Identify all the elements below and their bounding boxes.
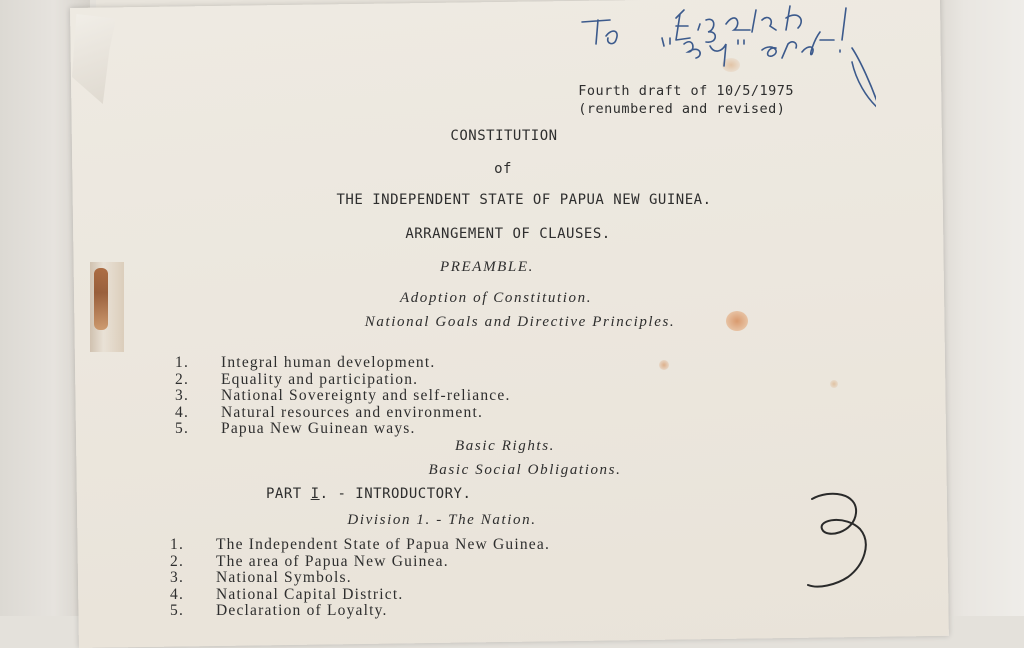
list-item-number: 1. bbox=[175, 354, 190, 371]
basic-rights-heading: Basic Rights. bbox=[455, 438, 555, 454]
list-item-text: National Capital District. bbox=[216, 585, 404, 603]
list-item bbox=[175, 372, 635, 389]
list-item-number: 4. bbox=[175, 403, 190, 421]
list-item-number: 2. bbox=[170, 552, 185, 570]
draft-note-line1: Fourth draft of 10/5/1975 bbox=[578, 83, 794, 99]
list-item-text: Integral human development. bbox=[221, 354, 436, 371]
list-item-text: National Symbols. bbox=[216, 569, 352, 586]
list-item-number: 1. bbox=[170, 536, 185, 553]
list-item bbox=[170, 603, 650, 620]
list-item-number: 5. bbox=[175, 420, 190, 437]
title-of: of bbox=[494, 161, 512, 177]
list-item-text: National Sovereignty and self-reliance. bbox=[221, 387, 511, 404]
list-item bbox=[170, 554, 650, 571]
list-item-text: Natural resources and environment. bbox=[221, 403, 484, 421]
rust-stain bbox=[94, 268, 108, 330]
list-item bbox=[175, 355, 635, 372]
basic-obligations-heading: Basic Social Obligations. bbox=[428, 462, 622, 478]
list-item bbox=[170, 537, 650, 554]
goals-heading: National Goals and Directive Principles. bbox=[364, 314, 676, 330]
draft-note bbox=[578, 82, 794, 118]
list-item-text: Equality and participation. bbox=[221, 370, 419, 388]
list-item bbox=[175, 388, 635, 405]
list-item-number: 5. bbox=[170, 602, 185, 619]
part-suffix: . - INTRODUCTORY. bbox=[319, 486, 472, 502]
paper-stain bbox=[726, 311, 748, 331]
list-item-text: The area of Papua New Guinea. bbox=[216, 552, 449, 570]
document-title: CONSTITUTION bbox=[450, 128, 558, 144]
draft-note-line2: (renumbered and revised) bbox=[578, 101, 786, 117]
arrangement-heading: ARRANGEMENT OF CLAUSES. bbox=[405, 226, 611, 242]
list-item bbox=[175, 421, 635, 438]
handwritten-number-mark bbox=[800, 485, 880, 595]
nation-list bbox=[170, 537, 650, 620]
state-name: THE INDEPENDENT STATE OF PAPUA NEW GUINEA. bbox=[336, 192, 712, 208]
list-item-text: Declaration of Loyalty. bbox=[216, 602, 388, 619]
list-item-text: The Independent State of Papua New Guinea. bbox=[216, 536, 551, 553]
part-heading bbox=[266, 486, 471, 502]
preamble-heading: PREAMBLE. bbox=[440, 259, 534, 275]
part-numeral: I bbox=[310, 486, 320, 502]
list-item bbox=[170, 587, 650, 604]
paper-stain bbox=[830, 380, 838, 388]
part-prefix: PART bbox=[266, 486, 311, 502]
paper-stain bbox=[659, 360, 669, 370]
list-item-number: 4. bbox=[170, 585, 185, 603]
list-item-number: 3. bbox=[175, 387, 190, 404]
list-item bbox=[175, 405, 635, 422]
goals-list bbox=[175, 355, 635, 438]
adoption-heading: Adoption of Constitution. bbox=[399, 290, 593, 306]
list-item-number: 3. bbox=[170, 569, 185, 586]
list-item-text: Papua New Guinean ways. bbox=[221, 420, 416, 437]
division-heading: Division 1. - The Nation. bbox=[347, 512, 537, 528]
list-item bbox=[170, 570, 650, 587]
list-item-number: 2. bbox=[175, 370, 190, 388]
